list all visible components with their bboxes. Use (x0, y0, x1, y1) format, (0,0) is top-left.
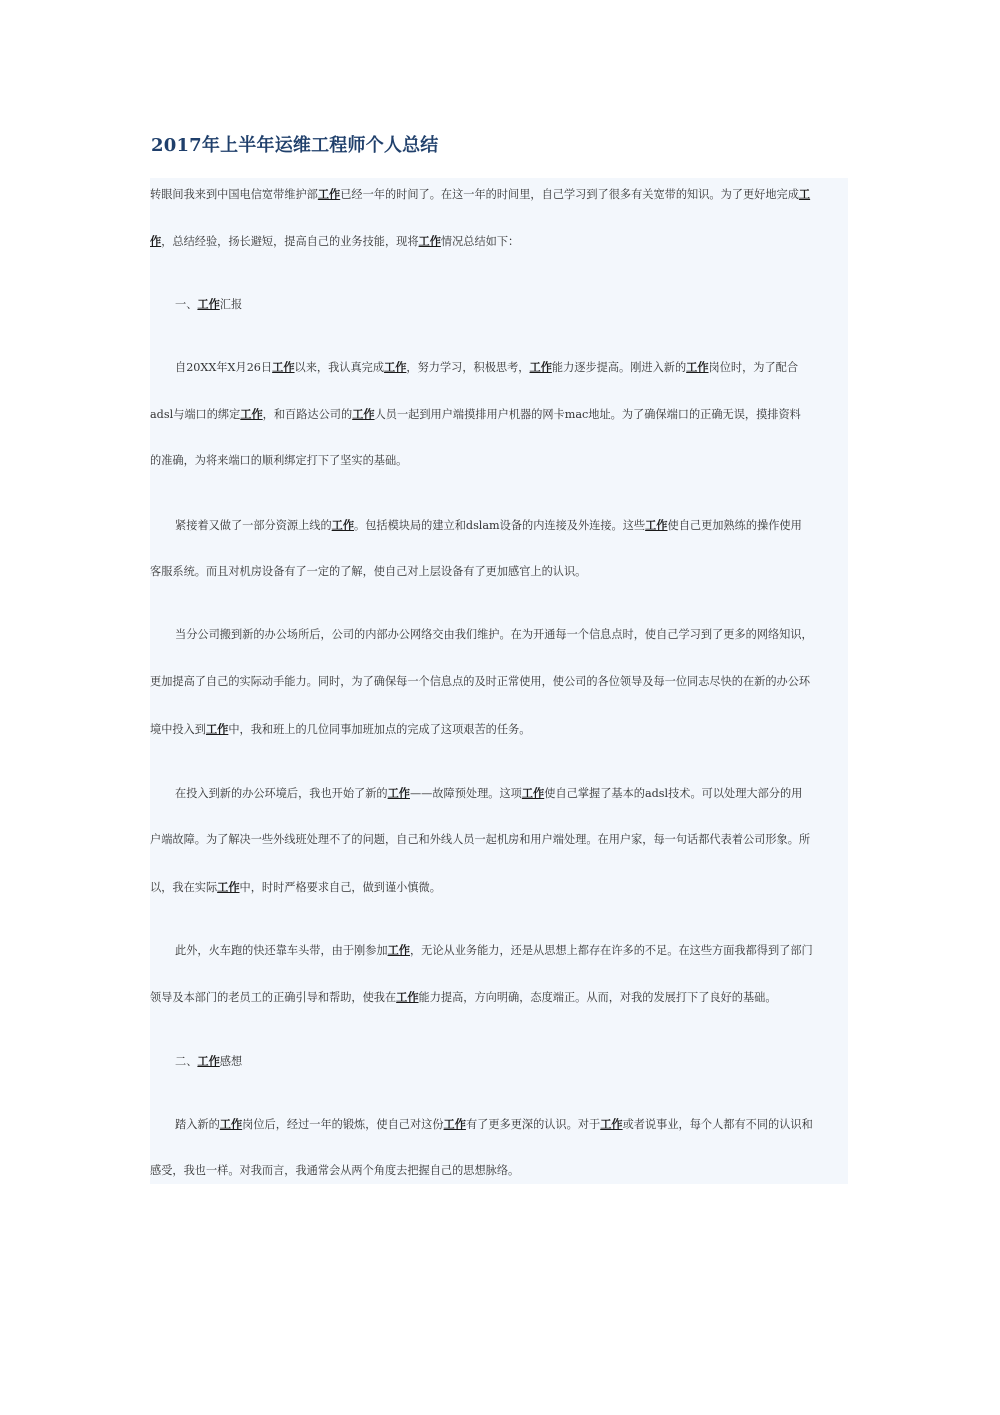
text-segment: 岗位时，为了配合 (708, 361, 799, 374)
text-segment: 已经一年的时间了。在这一年的时间里，自己学习到了很多有关宽带的知识。为了更好地完成 (340, 188, 799, 201)
paragraph-line (150, 879, 441, 896)
text-segment: 有了更多更深的认识。对于 (465, 1118, 601, 1131)
text-segment: 岗位后，经过一年的锻炼，使自己对这份 (242, 1118, 444, 1131)
paragraph-line (175, 359, 798, 376)
keyword-link[interactable]: 工作 (217, 880, 240, 894)
text-segment: 一、 (175, 298, 198, 311)
text-segment: 情况总结如下： (440, 235, 520, 248)
text-segment: 转眼间我来到中国电信宽带维护部 (150, 188, 318, 201)
paragraph-line (175, 942, 813, 959)
text-segment: 户端故障。为了解决一些外线班处理不了的问题，自己和外线人员一起机房和用户端处理。在用户家，每一句话都代表着公司形象。所 (150, 833, 811, 846)
text-segment: 在投入到新的办公环境后，我也开始了新的 (175, 787, 388, 800)
keyword-link[interactable]: 工作 (240, 407, 263, 421)
paragraph-line (150, 721, 530, 738)
paragraph-line (150, 674, 810, 690)
keyword-link[interactable]: 工 (798, 187, 811, 201)
keyword-link[interactable]: 工作 (418, 234, 441, 248)
paragraph-line (150, 186, 810, 203)
text-segment: 客服系统。而且对机房设备有了一定的了解，使自己对上层设备有了更加感官上的认识。 (150, 565, 587, 578)
keyword-link[interactable]: 工作 (317, 187, 341, 201)
text-segment: 感受，我也一样。对我而言，我通常会从两个角度去把握自己的思想脉络。 (150, 1164, 520, 1177)
keyword-link[interactable]: 工作 (396, 990, 419, 1004)
keyword-link[interactable]: 作 (150, 234, 162, 248)
keyword-link[interactable]: 工作 (443, 1117, 466, 1131)
text-segment: 中，时时严格要求自己，做到谨小慎微。 (239, 881, 441, 894)
keyword-link[interactable]: 工作 (529, 360, 552, 374)
text-segment: 踏入新的 (175, 1118, 220, 1131)
paragraph-line (175, 517, 802, 534)
text-segment: 或者说事业，每个人都有不同的认识和 (622, 1118, 813, 1131)
text-segment: 此外，火车跑的快还靠车头带，由于刚参加 (175, 944, 388, 957)
keyword-link[interactable]: 工作 (387, 943, 410, 957)
text-segment: 能力提高，方向明确，态度端正。从而，对我的发展打下了良好的基础。 (418, 991, 777, 1004)
text-segment: ，努力学习，积极思考， (406, 361, 530, 374)
text-segment: 。包括模块局的建立和dslam设备的内连接及外连接。这些 (354, 519, 646, 532)
text-segment: 自20XX年X月26日 (175, 361, 273, 374)
keyword-link[interactable]: 工作 (521, 786, 545, 800)
text-segment: 的准确，为将来端口的顺利绑定打下了坚实的基础。 (150, 454, 408, 467)
document-body (150, 178, 848, 1184)
text-segment: 能力逐步提高。刚进入新的 (551, 361, 687, 374)
keyword-link[interactable]: 工作 (197, 1054, 220, 1068)
keyword-link[interactable]: 工作 (331, 518, 355, 532)
text-segment: adsl与端口的绑定 (150, 408, 241, 421)
keyword-link[interactable]: 工作 (272, 360, 295, 374)
text-segment: 境中投入到 (150, 723, 206, 736)
text-segment: ，总结经验，扬长避短，提高自己的业务技能，现将 (161, 235, 419, 248)
paragraph-line (175, 1116, 813, 1133)
text-segment: 中，我和班上的几位同事加班加点的完成了这项艰苦的任务。 (228, 723, 531, 736)
keyword-link[interactable]: 工作 (645, 518, 668, 532)
paragraph-line (175, 785, 802, 802)
text-segment: 紧接着又做了一部分资源上线的 (175, 519, 332, 532)
text-segment: 领导及本部门的老员工的正确引导和帮助，使我在 (150, 991, 397, 1004)
text-segment: ，和百路达公司的 (262, 408, 353, 421)
keyword-link[interactable]: 工作 (219, 1117, 243, 1131)
paragraph-line (150, 989, 777, 1006)
keyword-link[interactable]: 工作 (387, 786, 410, 800)
text-segment: 当分公司搬到新的办公场所后，公司的内部办公网络交由我们维护。在为开通每一个信息点时，使自己学习到了更多的网络知识， (175, 628, 813, 641)
text-segment: 使自己掌握了基本的adsl技术。可以处理大部分的用 (544, 787, 803, 800)
keyword-link[interactable]: 工作 (352, 407, 375, 421)
paragraph-line (150, 406, 801, 423)
text-segment: 感想 (219, 1055, 243, 1068)
paragraph-line (175, 296, 242, 313)
text-segment: 人员一起到用户端摸排用户机器的网卡mac地址。为了确保端口的正确无误，摸排资料 (374, 408, 801, 421)
text-segment: 以来，我认真完成 (294, 361, 385, 374)
text-segment: ——故障预处理。这项 (409, 787, 522, 800)
keyword-link[interactable]: 工作 (384, 360, 407, 374)
text-segment: 二、 (175, 1055, 198, 1068)
paragraph-line (175, 1053, 242, 1070)
document-title: 2017年上半年运维工程师个人总结 (151, 135, 439, 156)
paragraph-line (150, 832, 810, 848)
keyword-link[interactable]: 工作 (600, 1117, 623, 1131)
paragraph-line (150, 453, 407, 469)
text-segment: 使自己更加熟练的操作使用 (667, 519, 802, 532)
paragraph-line (150, 1163, 519, 1179)
text-segment: 以，我在实际 (150, 881, 218, 894)
keyword-link[interactable]: 工作 (686, 360, 709, 374)
text-segment: 汇报 (219, 298, 243, 311)
paragraph-line (175, 627, 813, 643)
text-segment: 更加提高了自己的实际动手能力。同时，为了确保每一个信息点的及时正常使用，使公司的各位领导及每一位同志尽快的在新的办公环 (150, 675, 811, 688)
paragraph-line (150, 233, 519, 250)
text-segment: ，无论从业务能力，还是从思想上都存在许多的不足。在这些方面我都得到了部门 (409, 944, 813, 957)
paragraph-line (150, 564, 586, 580)
keyword-link[interactable]: 工作 (197, 297, 220, 311)
keyword-link[interactable]: 工作 (205, 722, 229, 736)
